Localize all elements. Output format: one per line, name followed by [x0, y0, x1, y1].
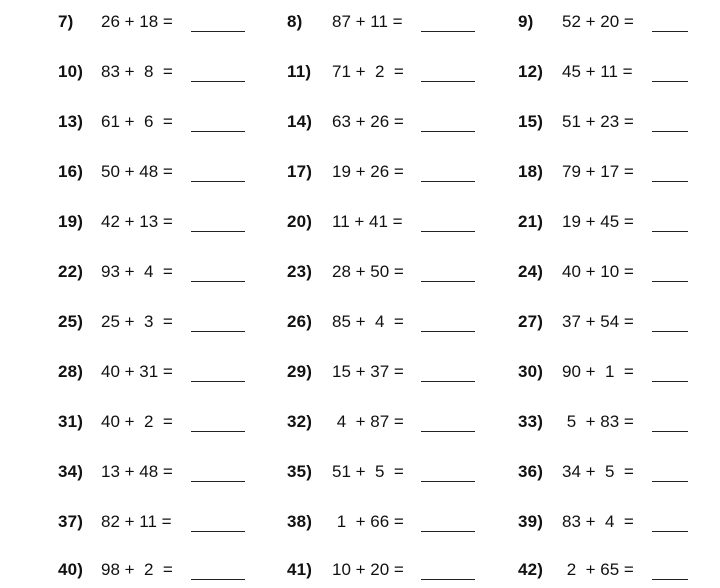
worksheet-row — [0, 406, 720, 436]
answer-blank[interactable] — [191, 331, 245, 332]
problem-expression: 19 + 45 = — [562, 212, 634, 231]
worksheet-row — [0, 506, 720, 536]
answer-blank[interactable] — [421, 381, 475, 382]
problem-number: 35) — [287, 462, 313, 481]
problem-expression: 98 + 2 = — [101, 560, 173, 579]
problem-number: 27) — [518, 312, 544, 331]
answer-blank[interactable] — [652, 579, 688, 580]
worksheet-row — [0, 306, 720, 336]
problem-number: 41) — [287, 560, 313, 579]
worksheet-row — [0, 156, 720, 186]
problem-number: 42) — [518, 560, 544, 579]
problem-expression: 79 + 17 = — [562, 162, 634, 181]
answer-blank[interactable] — [191, 131, 245, 132]
problem-expression: 83 + 8 = — [101, 62, 173, 81]
problem-number: 40) — [58, 560, 84, 579]
problem-expression: 85 + 4 = — [332, 312, 404, 331]
answer-blank[interactable] — [652, 381, 688, 382]
answer-blank[interactable] — [191, 231, 245, 232]
problem-expression: 45 + 11 = — [562, 62, 633, 81]
worksheet-row — [0, 56, 720, 86]
answer-blank[interactable] — [652, 331, 688, 332]
answer-blank[interactable] — [191, 81, 245, 82]
problem-expression: 61 + 6 = — [101, 112, 173, 131]
answer-blank[interactable] — [421, 579, 475, 580]
problem-number: 26) — [287, 312, 313, 331]
worksheet-row — [0, 106, 720, 136]
problem-number: 24) — [518, 262, 544, 281]
problem-expression: 50 + 48 = — [101, 162, 173, 181]
problem-number: 38) — [287, 512, 313, 531]
problem-expression: 34 + 5 = — [562, 462, 634, 481]
answer-blank[interactable] — [652, 31, 688, 32]
problem-number: 21) — [518, 212, 544, 231]
problem-number: 17) — [287, 162, 313, 181]
worksheet-row — [0, 356, 720, 386]
problem-expression: 51 + 5 = — [332, 462, 404, 481]
problem-number: 18) — [518, 162, 544, 181]
problem-number: 16) — [58, 162, 84, 181]
problem-expression: 28 + 50 = — [332, 262, 404, 281]
problem-number: 31) — [58, 412, 84, 431]
problem-expression: 82 + 11 = — [101, 512, 172, 531]
problem-expression: 2 + 65 = — [562, 560, 634, 579]
worksheet-row — [0, 554, 720, 584]
problem-expression: 13 + 48 = — [101, 462, 173, 481]
problem-number: 30) — [518, 362, 544, 381]
answer-blank[interactable] — [652, 481, 688, 482]
problem-expression: 42 + 13 = — [101, 212, 173, 231]
answer-blank[interactable] — [191, 431, 245, 432]
problem-number: 37) — [58, 512, 84, 531]
answer-blank[interactable] — [421, 431, 475, 432]
problem-number: 9) — [518, 12, 534, 31]
problem-number: 10) — [58, 62, 84, 81]
answer-blank[interactable] — [652, 81, 688, 82]
problem-number: 33) — [518, 412, 544, 431]
answer-blank[interactable] — [191, 531, 245, 532]
problem-expression: 1 + 66 = — [332, 512, 404, 531]
worksheet-row — [0, 6, 720, 36]
answer-blank[interactable] — [652, 531, 688, 532]
problem-expression: 40 + 2 = — [101, 412, 173, 431]
answer-blank[interactable] — [421, 281, 475, 282]
problem-expression: 4 + 87 = — [332, 412, 404, 431]
problem-expression: 25 + 3 = — [101, 312, 173, 331]
problem-expression: 51 + 23 = — [562, 112, 634, 131]
problem-number: 7) — [58, 12, 74, 31]
problem-expression: 83 + 4 = — [562, 512, 634, 531]
problem-number: 36) — [518, 462, 544, 481]
problem-number: 34) — [58, 462, 84, 481]
answer-blank[interactable] — [191, 281, 245, 282]
answer-blank[interactable] — [421, 331, 475, 332]
problem-expression: 26 + 18 = — [101, 12, 173, 31]
answer-blank[interactable] — [652, 431, 688, 432]
problem-expression: 5 + 83 = — [562, 412, 634, 431]
problem-expression: 15 + 37 = — [332, 362, 404, 381]
problem-expression: 11 + 41 = — [332, 212, 403, 231]
problem-expression: 10 + 20 = — [332, 560, 404, 579]
worksheet-row — [0, 456, 720, 486]
problem-number: 29) — [287, 362, 313, 381]
answer-blank[interactable] — [421, 531, 475, 532]
problem-number: 19) — [58, 212, 84, 231]
worksheet-row — [0, 256, 720, 286]
problem-number: 12) — [518, 62, 544, 81]
problem-number: 39) — [518, 512, 544, 531]
answer-blank[interactable] — [652, 181, 688, 182]
problem-expression: 93 + 4 = — [101, 262, 173, 281]
answer-blank[interactable] — [191, 31, 245, 32]
answer-blank[interactable] — [652, 281, 688, 282]
problem-number: 25) — [58, 312, 84, 331]
answer-blank[interactable] — [421, 31, 475, 32]
answer-blank[interactable] — [421, 181, 475, 182]
problem-expression: 37 + 54 = — [562, 312, 634, 331]
problem-expression: 90 + 1 = — [562, 362, 634, 381]
answer-blank[interactable] — [421, 131, 475, 132]
answer-blank[interactable] — [191, 481, 245, 482]
answer-blank[interactable] — [652, 131, 688, 132]
problem-expression: 40 + 10 = — [562, 262, 634, 281]
problem-expression: 63 + 26 = — [332, 112, 404, 131]
problem-number: 28) — [58, 362, 84, 381]
problem-expression: 52 + 20 = — [562, 12, 634, 31]
answer-blank[interactable] — [191, 381, 245, 382]
answer-blank[interactable] — [421, 481, 475, 482]
problem-expression: 19 + 26 = — [332, 162, 404, 181]
problem-number: 23) — [287, 262, 313, 281]
problem-number: 15) — [518, 112, 544, 131]
problem-number: 13) — [58, 112, 84, 131]
problem-number: 11) — [287, 62, 312, 81]
problem-number: 20) — [287, 212, 313, 231]
problem-number: 22) — [58, 262, 84, 281]
worksheet-row — [0, 206, 720, 236]
problem-number: 14) — [287, 112, 313, 131]
answer-blank[interactable] — [652, 231, 688, 232]
answer-blank[interactable] — [421, 231, 475, 232]
answer-blank[interactable] — [421, 81, 475, 82]
problem-expression: 87 + 11 = — [332, 12, 403, 31]
answer-blank[interactable] — [191, 579, 245, 580]
answer-blank[interactable] — [191, 181, 245, 182]
problem-number: 8) — [287, 12, 303, 31]
problem-expression: 71 + 2 = — [332, 62, 404, 81]
problem-number: 32) — [287, 412, 313, 431]
problem-expression: 40 + 31 = — [101, 362, 173, 381]
